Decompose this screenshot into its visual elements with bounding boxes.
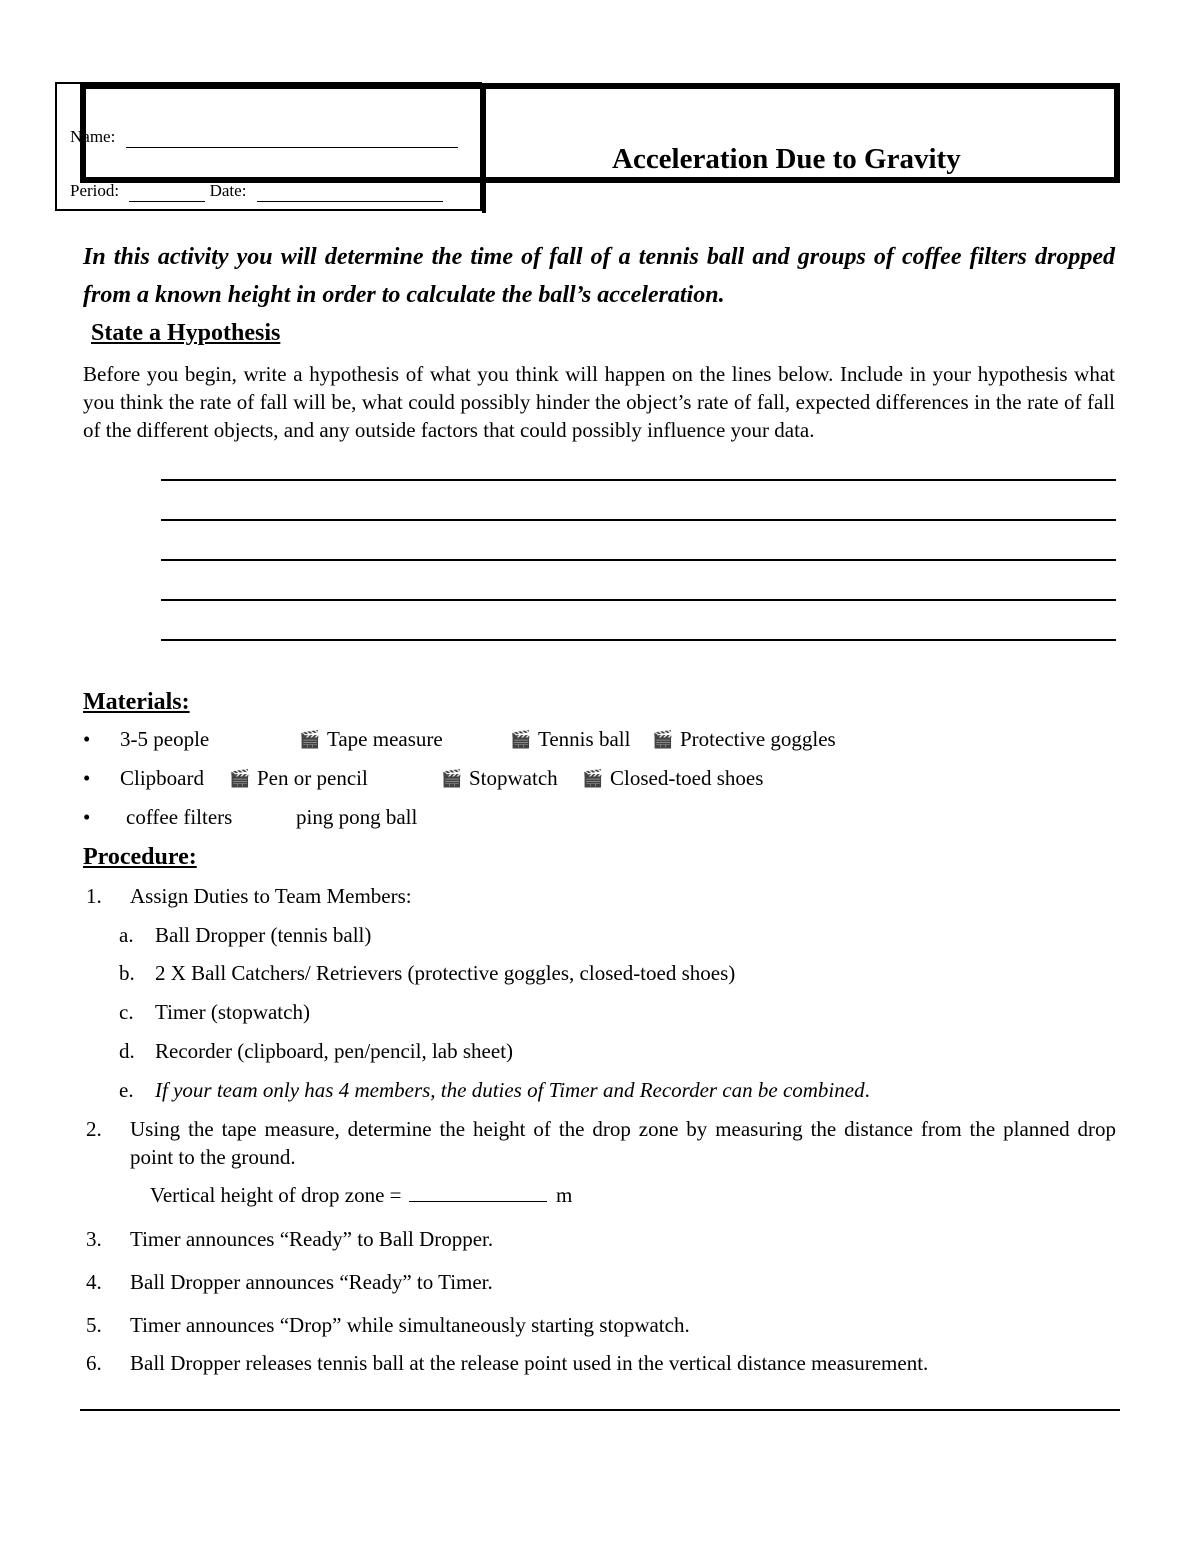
vertical-height-row [150, 1181, 572, 1209]
hypothesis-instructions: Before you begin, write a hypothesis of what you think will happen on the lines below. Include in your hypothesis what you think the rate of fall will be, what could possibly hinder the object’s rate of fall, expected differences in the rate of fall of the different objects, and any outside factors that could possibly influence your data. [83, 362, 1115, 442]
substep-letter: b. [119, 961, 135, 985]
hypothesis-answer-line[interactable] [161, 599, 1116, 601]
substep-letter: d. [119, 1039, 135, 1063]
procedure-step [86, 1268, 1116, 1296]
step-number: 6. [86, 1351, 102, 1375]
substep-period: . [864, 1078, 870, 1102]
period-date-row [70, 181, 443, 202]
material-item: 3-5 people [120, 727, 210, 751]
substep-text-note [155, 1076, 870, 1104]
substep-text: 2 X Ball Catchers/ Retrievers (protective goggles, closed-toed shoes) [155, 961, 736, 985]
clapper-icon: 🎬 [510, 730, 532, 749]
intro-text: In this activity you will determine the time of fall of a tennis ball and groups of coffee filters dropped from a known height in order to calculate the ball’s acceleration. [83, 244, 1115, 308]
name-row [70, 127, 458, 148]
procedure-substep [119, 959, 1109, 987]
procedure-step [86, 1225, 1116, 1253]
clapper-icon: 🎬 [652, 730, 674, 749]
material-item: Closed-toed shoes [610, 766, 764, 790]
step-text: Ball Dropper releases tennis ball at the release point used in the vertical distance measurement. [130, 1351, 929, 1375]
materials-heading: Materials: [83, 689, 190, 715]
name-field[interactable] [126, 127, 458, 148]
substep-text: Recorder (clipboard, pen/pencil, lab sheet) [155, 1039, 514, 1063]
substep-letter: a. [119, 923, 134, 947]
date-field[interactable] [257, 181, 443, 202]
footer-rule [80, 1409, 1120, 1411]
bullet: • [83, 766, 91, 790]
hypothesis-heading: State a Hypothesis [91, 320, 281, 346]
hypothesis-answer-line[interactable] [161, 479, 1116, 481]
vertical-height-unit: m [556, 1183, 573, 1207]
procedure-heading: Procedure: [83, 844, 197, 870]
hypothesis-answer-line[interactable] [161, 559, 1116, 561]
materials-row [83, 766, 883, 794]
clapper-icon: 🎬 [229, 769, 251, 788]
procedure-step [86, 1349, 1116, 1377]
procedure-substep [119, 1037, 1109, 1065]
step-text: Assign Duties to Team Members: [130, 884, 412, 908]
name-label: Name: [70, 127, 116, 146]
hypothesis-answer-line[interactable] [161, 519, 1116, 521]
clapper-icon: 🎬 [441, 769, 463, 788]
header-divider [482, 83, 486, 213]
substep-letter: e. [119, 1078, 134, 1102]
material-item: Protective goggles [680, 727, 836, 751]
material-item: Pen or pencil [257, 766, 368, 790]
procedure-step [86, 1115, 1116, 1171]
procedure-step [86, 882, 1116, 910]
vertical-height-label: Vertical height of drop zone = [150, 1183, 402, 1207]
hypothesis-answer-line[interactable] [161, 639, 1116, 641]
step-text: Using the tape measure, determine the height of the drop zone by measuring the distance from the planned drop point to the ground. [130, 1117, 1116, 1169]
step-text: Timer announces “Drop” while simultaneously starting stopwatch. [130, 1313, 690, 1337]
substep-text: Ball Dropper (tennis ball) [155, 923, 372, 947]
period-label: Period: [70, 181, 120, 200]
material-item: ping pong ball [296, 805, 418, 829]
materials-row [83, 805, 883, 833]
procedure-substep [119, 921, 1109, 949]
material-item: coffee filters [126, 805, 233, 829]
material-item: Clipboard [120, 766, 204, 790]
step-text: Ball Dropper announces “Ready” to Timer. [130, 1270, 493, 1294]
clapper-icon: 🎬 [582, 769, 604, 788]
substep-letter: c. [119, 1000, 134, 1024]
date-label: Date: [209, 181, 247, 200]
substep-italic: If your team only has 4 members, the duties of Timer and Recorder can be combined [155, 1078, 865, 1102]
procedure-substep [119, 1076, 1109, 1104]
clapper-icon: 🎬 [299, 730, 321, 749]
material-item: Tennis ball [538, 727, 631, 751]
bullet: • [83, 727, 91, 751]
bullet: • [83, 805, 91, 829]
step-number: 2. [86, 1117, 102, 1141]
step-number: 4. [86, 1270, 102, 1294]
procedure-step [86, 1311, 1116, 1339]
material-item: Tape measure [327, 727, 443, 751]
vertical-height-field[interactable] [409, 1181, 547, 1202]
step-number: 5. [86, 1313, 102, 1337]
substep-text: Timer (stopwatch) [155, 1000, 310, 1024]
step-number: 3. [86, 1227, 102, 1251]
step-number: 1. [86, 884, 102, 908]
materials-row [83, 727, 883, 755]
period-field[interactable] [129, 181, 205, 202]
procedure-substep [119, 998, 1109, 1026]
step-text: Timer announces “Ready” to Ball Dropper. [130, 1227, 494, 1251]
material-item: Stopwatch [469, 766, 558, 790]
page-title: Acceleration Due to Gravity [612, 143, 961, 175]
